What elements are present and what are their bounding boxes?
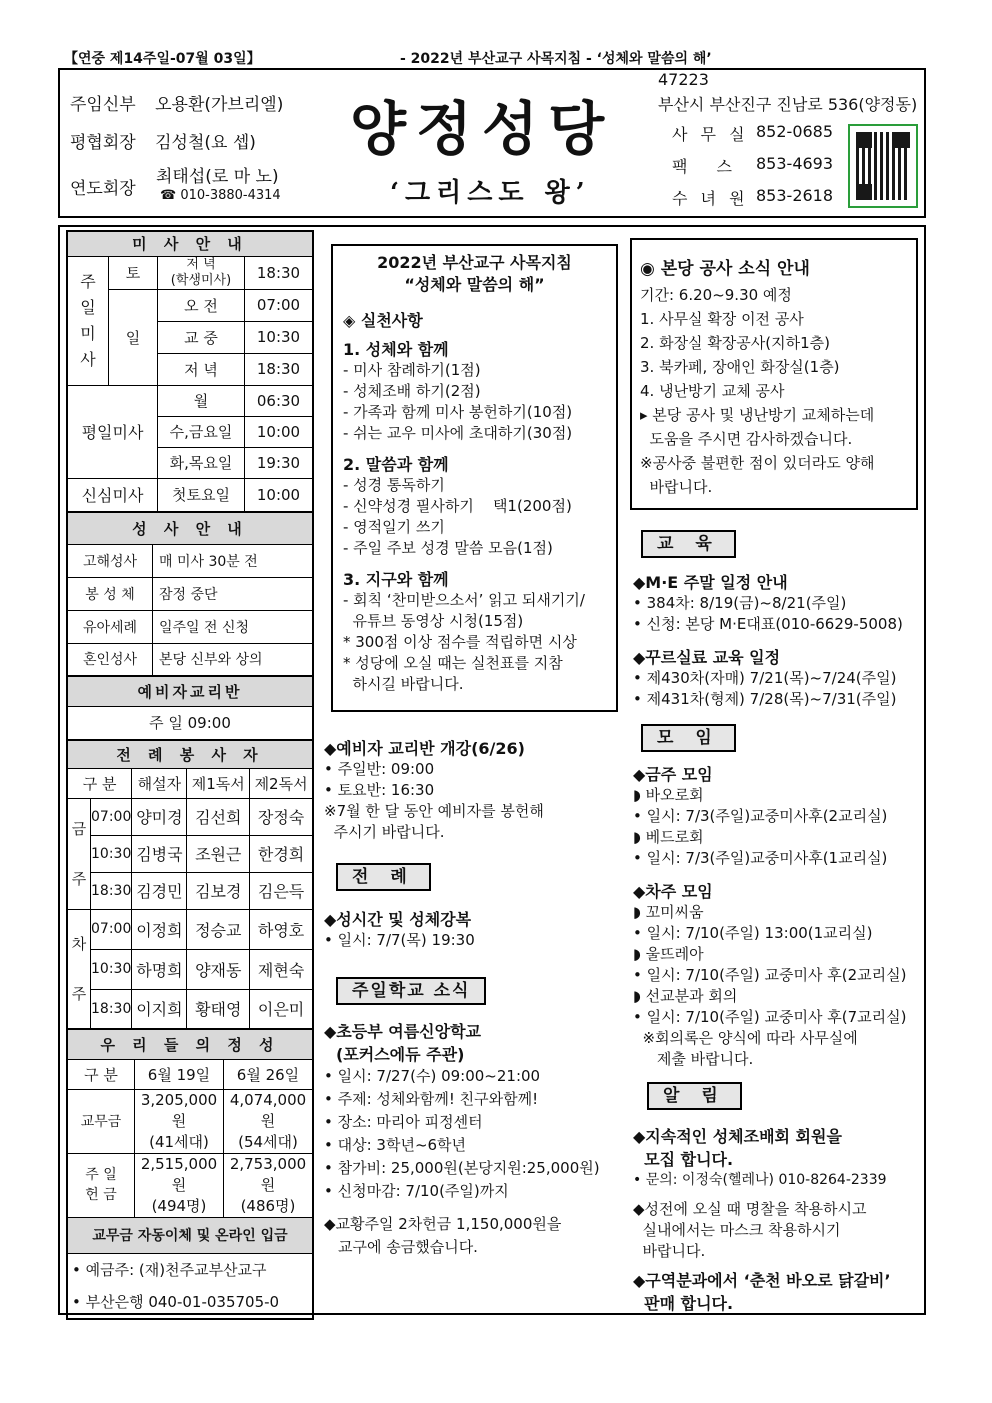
commentator: 김경민 [132,872,187,909]
list-item: • 신청: 본당 M·E대표(010-6629-5008) [633,615,903,633]
reader-2: 장정숙 [250,798,313,835]
offering-value: 2,515,000원 (494명) [135,1153,224,1217]
mask-notice: 실내에서는 마스크 착용하시기 [633,1221,841,1239]
pastoral-theme: “성체와 말씀의 해” [404,275,545,294]
slot-time: 10:30 [91,949,132,989]
catechumen-title: 예비자교리반 [67,676,313,706]
list-item: • 일시: 7/7(목) 19:30 [324,931,475,949]
pastor-name: 오용환(가브리엘) [155,95,284,115]
list-item: • 일시: 7/27(수) 09:00~21:00 [324,1067,541,1085]
saturday-label: 토 [109,256,158,289]
office-phone: 852-0685 [756,122,834,141]
meeting-tag: 모 임 [641,724,736,752]
pastoral-title: 2022년 부산교구 사목지침 [377,253,572,272]
list-item: - 성체조배 하기(2점) [343,382,481,400]
mass-kind: 첫토요일 [158,478,245,512]
council-label: 평협회장 [70,133,136,153]
commentator: 이지희 [132,989,187,1029]
reader-1: 양재동 [187,949,250,989]
commentator: 양미경 [132,798,187,835]
list-item: ▸ 본당 공사 및 냉난방기 교체하는데 [640,406,875,424]
pastoral-slogan: - 2022년 부산교구 사목지침 - ‘성체와 말씀의 해’ [400,51,712,67]
list-item: - 주일 주보 성경 말씀 모음(1점) [343,539,553,557]
youth-label: 연도회장 [70,179,136,199]
youth-phone: ☎ 010-3880-4314 [160,188,281,203]
mass-kind: 월 [158,385,245,416]
list-item: 2. 화장실 확장공사(지하1층) [640,334,830,352]
liturgy-table [66,739,314,1030]
sunday-school-tag: 주일학교 소식 [336,977,486,1005]
list-item: 바랍니다. [640,478,713,496]
mass-time: 06:30 [245,385,314,416]
mass-kind: 저 녁 [158,353,245,385]
me-heading: ◆M·E 주말 일정 안내 [633,573,788,592]
postcode: 47223 [658,70,709,89]
liturgy-title: 전 례 봉 사 자 [67,740,313,768]
fax-phone: 853-4693 [756,154,834,173]
offering-header: 6월 19일 [135,1059,224,1089]
slot-time: 18:30 [91,989,132,1029]
sacrament-kind: 봉 성 체 [67,577,153,610]
list-item: 제출 바랍니다. [633,1050,754,1068]
sacrament-info: 매 미사 30분 전 [153,544,314,577]
construction-box [630,238,918,510]
qr-code-icon[interactable] [848,124,918,208]
pastor-label: 주임신부 [70,95,136,115]
right-notices [633,530,923,1314]
middle-notices [324,736,624,1259]
offering-header: 6월 26일 [224,1059,314,1089]
district-sale-notice-2: 판매 합니다. [633,1294,734,1313]
list-item: • 대상: 3학년~6학년 [324,1136,467,1154]
mass-kind: 교 중 [158,321,245,353]
contact-line: • 문의: 이정숙(헬레나) 010-8264-2339 [633,1172,887,1188]
list-item: • 주제: 성체와함께! 친구와함께! [324,1090,539,1108]
reader-1: 김선희 [187,798,250,835]
mask-notice: 바랍니다. [633,1242,706,1260]
list-item: 유튜브 동영상 시청(15점) [343,612,524,630]
list-item: 도움을 주시면 감사하겠습니다. [640,430,853,448]
sacrament-info: 본당 신부와 상의 [153,643,314,676]
sacrament-kind: 유아세례 [67,610,153,643]
liturgy-tag: 전 례 [336,863,431,891]
offering-row-label: 주 일 헌 금 [67,1153,135,1217]
list-item: ※회의록은 양식에 따라 사무실에 [633,1029,858,1047]
education-tag: 교 육 [641,530,736,558]
list-item: - 신약성경 필사하기 택1(200점) [343,497,572,515]
account-holder: • 예금주: (재)천주교부산교구 [72,1260,267,1279]
reader-2: 김은득 [250,872,313,909]
list-item: ※7월 한 달 동안 예비자를 봉헌해 [324,802,544,820]
construction-heading: ◉ 본당 공사 소식 안내 [640,259,810,279]
reader-2: 이은미 [250,989,313,1029]
offering-title: 우 리 들 의 정 성 [67,1029,313,1059]
sacrament-info: 잠정 중단 [153,577,314,610]
liturgy-header: 제1독서 [187,768,250,798]
saturday-kind: 저 녁 (학생미사) [158,256,245,289]
liturgy-header: 구 분 [67,768,132,798]
mass-time: 10:00 [245,416,314,447]
list-item: ◗ 울뜨레아 [633,945,704,963]
list-item: - 성경 통독하기 [343,476,445,494]
practice-heading: ◈ 실천사항 [343,311,423,330]
mass-kind: 오 전 [158,289,245,321]
issue-date: 【연중 제14주일-07월 03일】 [64,51,261,67]
list-item: • 신청마감: 7/10(주일)까지 [324,1182,509,1200]
section-heading: 2. 말씀과 함께 [343,455,449,474]
list-item: 4. 냉난방기 교체 공사 [640,382,785,400]
adoration-heading: ◆지속적인 성체조배회 회원을 [633,1127,842,1146]
bank-info [67,1253,313,1319]
section-heading: 3. 지구와 함께 [343,570,449,589]
list-item: ◗ 선교분과 회의 [633,987,738,1005]
left-column [66,230,314,1320]
saturday-time: 18:30 [245,256,314,289]
offering-value: 2,753,000원 (486명) [224,1153,314,1217]
parish-title: 양정성당 [350,95,615,163]
mask-notice: ◆성전에 오실 때 명찰을 착용하시고 [633,1200,867,1218]
offering-row-label: 교무금 [67,1089,135,1153]
top-line [60,46,926,68]
next-week-meeting-heading: ◆차주 모임 [633,882,713,901]
address: 부산시 부산진구 진남로 536(양정동) [658,95,918,114]
commentator: 김병국 [132,835,187,872]
pastoral-guide-box [331,244,618,712]
list-item: 기간: 6.20~9.30 예정 [640,286,792,304]
list-item: • 제430차(자매) 7/21(목)~7/24(주일) [633,669,897,687]
slot-time: 07:00 [91,798,132,835]
liturgy-header: 해설자 [132,768,187,798]
list-item: - 쉬는 교우 미사에 초대하기(30점) [343,424,573,442]
list-item: • 일시: 7/10(주일) 13:00(1교리실) [633,924,873,942]
sunday-mass-label: 주 일 미 사 [67,256,109,385]
list-item: • 384차: 8/19(금)~8/21(주일) [633,594,847,612]
offering-header: 구 분 [67,1059,135,1089]
reader-2: 제현숙 [250,949,313,989]
summer-school-sub: (포커스에듀 주관) [336,1045,465,1064]
convent-phone: 853-2618 [756,186,834,205]
pope-offering-line2: 교구에 송금했습니다. [338,1238,478,1256]
reader-1: 김보경 [187,872,250,909]
list-item: ◗ 꼬미씨움 [633,903,704,921]
bank-account: • 부산은행 040-01-035705-0 [72,1292,280,1311]
sacrament-kind: 고해성사 [67,544,153,577]
this-week-label: 금 주 [67,798,91,909]
reader-2: 한경희 [250,835,313,872]
liturgy-header: 제2독서 [250,768,313,798]
list-item: - 회칙 ‘찬미받으소서’ 읽고 되새기기/ [343,591,585,609]
convent-label: 수 녀 원 [672,189,749,208]
list-item: ※공사중 불편한 점이 있더라도 양해 [640,454,875,472]
list-item: ◗ 베드로회 [633,828,704,846]
weekday-mass-label: 평일미사 [67,385,158,478]
list-item: • 일시: 7/10(주일) 교중미사 후(2교리실) [633,966,907,984]
slot-time: 18:30 [91,872,132,909]
list-item: * 300점 이상 점수를 적립하면 시상 [343,633,577,651]
parish-subtitle: ‘그리스도 왕’ [390,178,591,208]
cursillo-heading: ◆꾸르실료 교육 일정 [633,648,781,667]
reader-1: 황태영 [187,989,250,1029]
list-item: • 일시: 7/3(주일)교중미사후(2교리실) [633,807,888,825]
mass-title: 미 사 안 내 [67,231,313,256]
catechumen-heading: ◆예비자 교리반 개강(6/26) [324,739,525,758]
fax-label: 팩 스 [672,157,732,176]
pastor-row [70,90,283,115]
list-item: • 주일반: 09:00 [324,760,435,778]
sacrament-kind: 혼인성사 [67,643,153,676]
list-item: 하시길 바랍니다. [343,675,464,693]
adoration-heading-2: 모집 합니다. [633,1150,734,1169]
list-item: • 참가비: 25,000원(본당지원:25,000원) [324,1159,600,1177]
summer-school-heading: ◆초등부 여름신앙학교 [324,1022,481,1041]
sacrament-title: 성 사 안 내 [67,512,313,544]
youth-name: 최태섭(로 마 노) [156,167,279,187]
list-item: 주시기 바랍니다. [324,823,445,841]
mass-time: 10:30 [245,321,314,353]
district-sale-notice: ◆구역분과에서 ‘춘천 바오로 닭갈비’ [633,1271,891,1290]
commentator: 하명희 [132,949,187,989]
catechumen-table [66,675,314,741]
slot-time: 10:30 [91,835,132,872]
offering-table [66,1028,314,1320]
list-item: - 미사 참례하기(1점) [343,361,481,379]
devotion-mass-label: 신심미사 [67,478,158,512]
catechumen-time: 주 일 09:00 [67,706,313,740]
reader-2: 하영호 [250,909,313,949]
list-item: ◗ 바오로회 [633,786,704,804]
mass-time: 18:30 [245,353,314,385]
list-item: • 토요반: 16:30 [324,781,435,799]
list-item: • 장소: 마리아 피정센터 [324,1113,483,1131]
list-item: * 성당에 오실 때는 실천표를 지참 [343,654,563,672]
council-name: 김성철(요 셉) [155,133,256,153]
mass-time: 19:30 [245,447,314,478]
pope-offering-line1: ◆교황주일 2차헌금 1,150,000원을 [324,1215,562,1233]
section-heading: 1. 성체와 함께 [343,340,449,359]
office-label: 사 무 실 [672,125,749,144]
sunday-label: 일 [109,289,158,385]
this-week-meeting-heading: ◆금주 모임 [633,765,713,784]
next-week-label: 차 주 [67,909,91,1029]
sacrament-table [66,511,314,677]
slot-time: 07:00 [91,909,132,949]
list-item: 3. 북카페, 장애인 화장실(1층) [640,358,840,376]
list-item: • 일시: 7/10(주일) 교중미사 후(7교리실) [633,1008,907,1026]
council-row [70,128,256,153]
mass-table [66,230,314,513]
masthead [58,68,926,218]
list-item: • 일시: 7/3(주일)교중미사후(1교리실) [633,849,888,867]
offering-value: 4,074,000원 (54세대) [224,1089,314,1153]
holy-hour-heading: ◆성시간 및 성체강복 [324,910,472,929]
reader-1: 정승교 [187,909,250,949]
mass-kind: 화,목요일 [158,447,245,478]
mass-time: 07:00 [245,289,314,321]
mass-time: 10:00 [245,478,314,512]
list-item: • 제431차(형제) 7/28(목)~7/31(주일) [633,690,897,708]
reader-1: 조원근 [187,835,250,872]
commentator: 이정희 [132,909,187,949]
sacrament-info: 일주일 전 신청 [153,610,314,643]
mass-kind: 수,금요일 [158,416,245,447]
notice-tag: 알 림 [647,1082,742,1110]
list-item: - 가족과 함께 미사 봉헌하기(10점) [343,403,573,421]
list-item: 1. 사무실 확장 이전 공사 [640,310,804,328]
offering-value: 3,205,000원 (41세대) [135,1089,224,1153]
auto-transfer-title: 교무금 자동이체 및 온라인 입금 [67,1217,313,1253]
list-item: - 영적일기 쓰기 [343,518,445,536]
